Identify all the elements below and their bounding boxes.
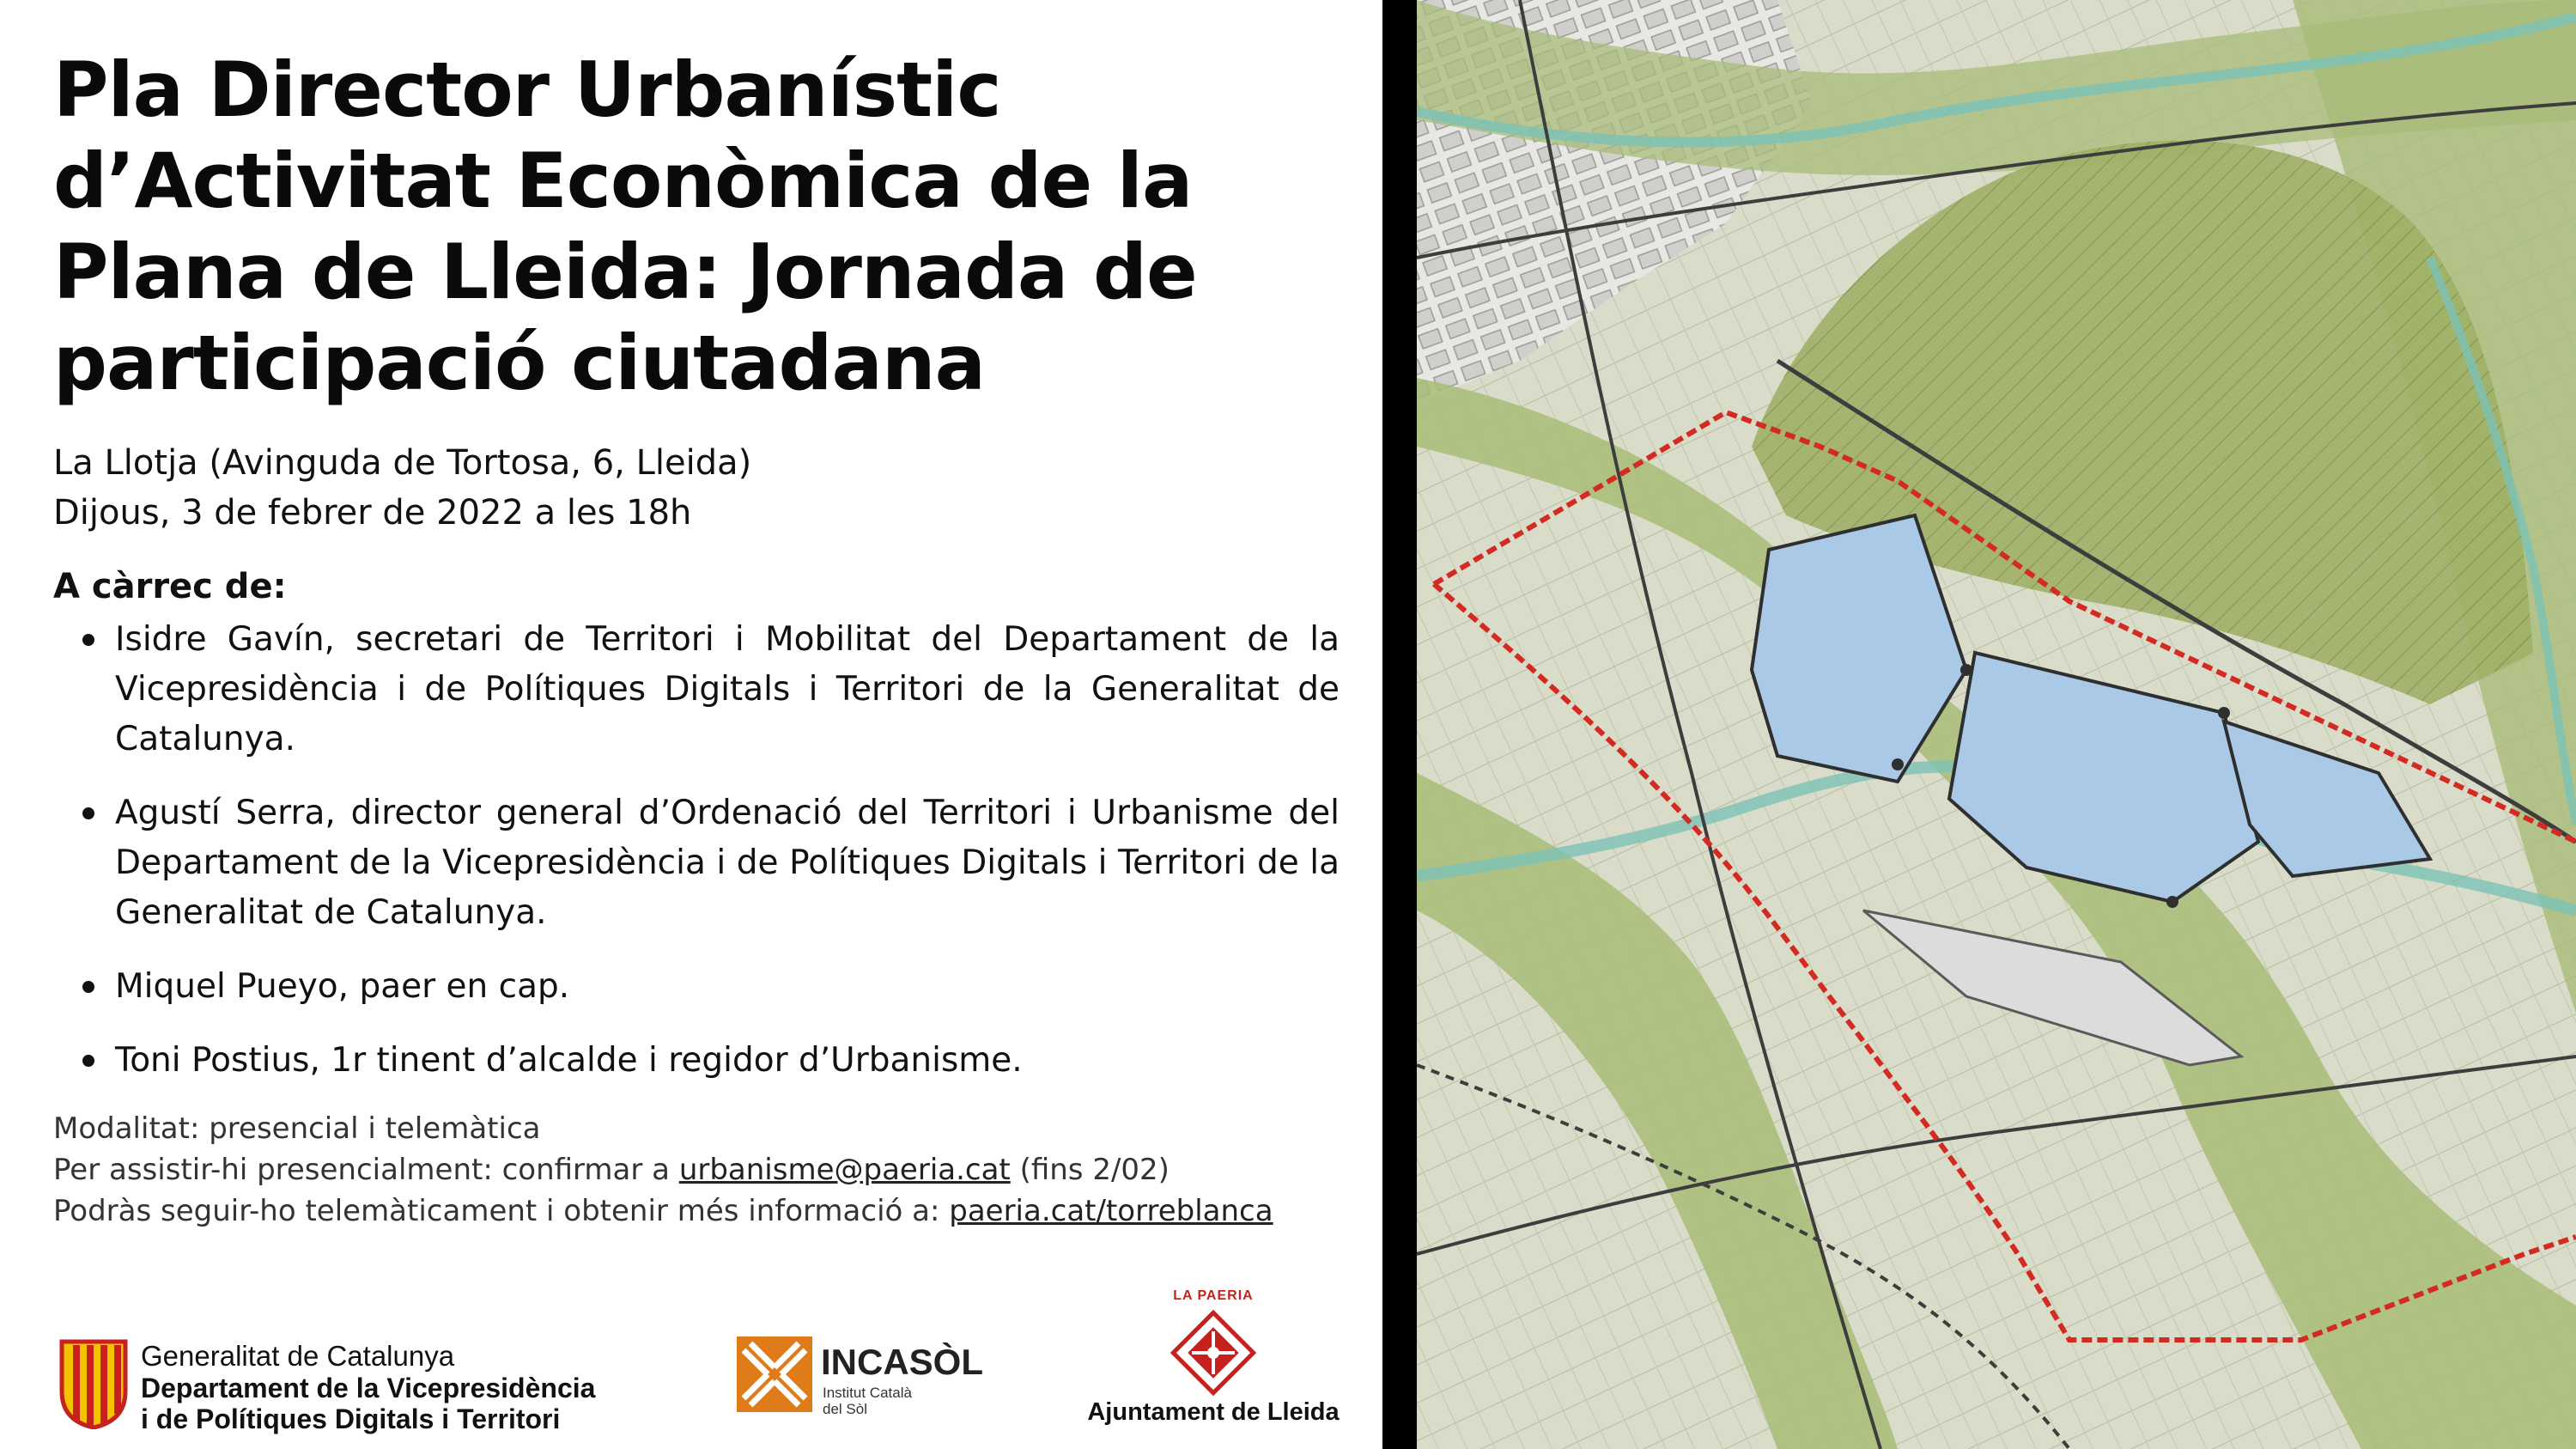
generalitat-department: Departament de la Vicepresidència i de Polítiques Digitals i Territori [141, 1373, 596, 1434]
incasol-logo [737, 1330, 994, 1424]
bullet-icon [82, 634, 94, 646]
speaker-item: Agustí Serra, director general d’Ordenació del Territori i Urbanisme del Departament de la Vicepresidència i de Polítiques Digitals i Territori de la Generalitat de Catalunya. [53, 788, 1340, 938]
speakers-heading: A càrrec de: [53, 567, 287, 606]
speakers-list [53, 615, 1340, 1110]
bullet-icon [82, 981, 94, 993]
incasol-name: INCASÒL [821, 1342, 983, 1382]
modality-text: Modalitat: presencial i telemàtica [53, 1111, 541, 1146]
speaker-item: Miquel Pueyo, paer en cap. [53, 962, 1340, 1012]
attend-line: Per assistir-hi presencialment: confirmar a urbanisme@paeria.cat (fins 2/02) [53, 1153, 1170, 1187]
attendance-info [53, 1108, 1273, 1232]
paeria-emblem-icon [1166, 1306, 1261, 1400]
page-title: Pla Director Urbanístic d’Activitat Econòmica de la Plana de Lleida: Jornada de participació ciutadana [53, 46, 1197, 407]
urban-plan-map [1417, 0, 2576, 1449]
bullet-icon [82, 807, 94, 819]
bullet-icon [82, 1055, 94, 1067]
generalitat-name: Generalitat de Catalunya [141, 1340, 455, 1372]
date-text: Dijous, 3 de febrer de 2022 a les 18h [53, 493, 692, 533]
follow-line: Podràs seguir-ho telemàticament i obtenir més informació a: paeria.cat/torreblanca [53, 1194, 1273, 1228]
senyera-shield-icon [57, 1338, 131, 1429]
incasol-subtitle: Institut Català del Sòl [823, 1385, 912, 1417]
speaker-item: Toni Postius, 1r tinent d’alcalde i regidor d’Urbanisme. [53, 1036, 1340, 1086]
incasol-mark-icon [737, 1336, 812, 1412]
paeria-logo [1072, 1288, 1355, 1434]
event-details [53, 438, 751, 538]
website-link[interactable]: paeria.cat/torreblanca [949, 1194, 1273, 1228]
venue-text: La Llotja (Avinguda de Tortosa, 6, Lleida) [53, 443, 752, 483]
generalitat-logo [57, 1336, 641, 1434]
speaker-item: Isidre Gavín, secretari de Territori i Mobilitat del Departament de la Vicepresidència i de Polítiques Digitals i Territori de la Generalitat de Catalunya. [53, 615, 1340, 764]
paeria-name: Ajuntament de Lleida [1087, 1398, 1340, 1426]
email-link[interactable]: urbanisme@paeria.cat [678, 1153, 1011, 1187]
paeria-top-text: LA PAERIA [1173, 1288, 1254, 1303]
